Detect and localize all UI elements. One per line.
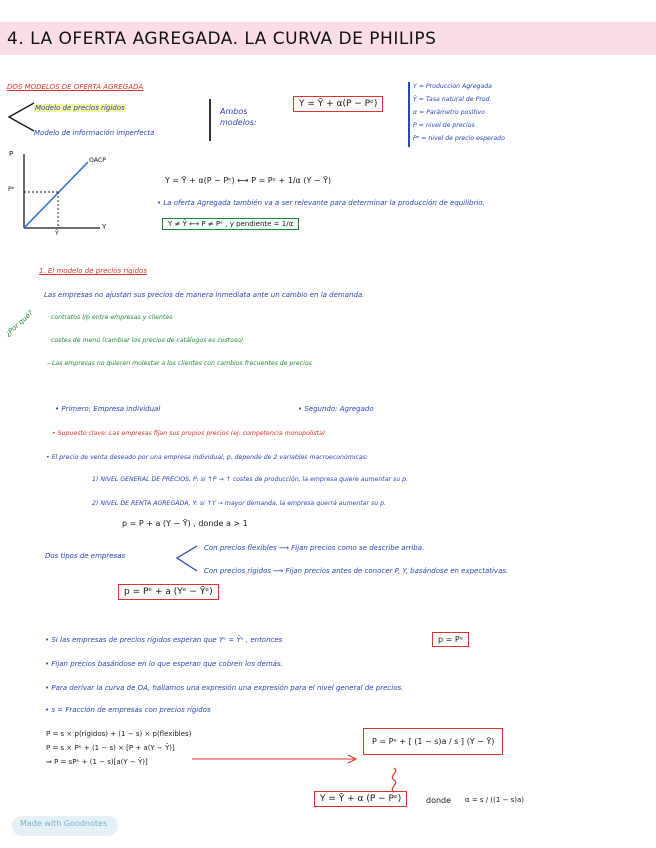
bracket-icon xyxy=(174,544,200,574)
graph-pe-tick: Pᵉ xyxy=(8,186,15,193)
bracket-icon xyxy=(6,100,36,134)
eq-equivalence: Y = Ȳ + α(P − Pᵉ) ⟷ P = Pᵉ + 1/α (Y − Ȳ) xyxy=(165,176,332,185)
flexible-line: Con precios flexibles ⟿ Fijan precios como se describe arriba. xyxy=(204,544,425,552)
page-title: 4. LA OFERTA AGREGADA. LA CURVA DE PHILIPS xyxy=(7,29,437,49)
modelo-item-1-label: Modelo de precios rígidos xyxy=(35,104,125,112)
legend-item: Y = Producción Agregada xyxy=(413,83,492,90)
derivation-line: P = s × Pᵉ + (1 − s) × [P + a(Y − Ȳ)] xyxy=(46,744,175,752)
modelo-item-2-label: Modelo de información imperfecta xyxy=(34,129,155,137)
ambos-label: Ambos xyxy=(220,107,248,116)
legend-item: Pᵉ = nivel de precio esperado xyxy=(413,135,505,142)
legend-item: P = nivel de precios xyxy=(413,122,475,129)
oa-note: • La oferta Agregada también va a ser relevante para determinar la producción de equilibrio. xyxy=(157,199,485,207)
derivation-line: ⇒ P = sPᵉ + (1 − s)[a(Y − Ȳ)] xyxy=(46,758,148,766)
porque-bullet: · costes de menú (cambiar los precios de catálogos es costoso) xyxy=(47,337,244,344)
modelo-item-1 xyxy=(34,104,126,112)
alpha-definition: α = s / ((1 − s)a) xyxy=(465,796,525,804)
legend-item: Ȳ = Tasa natural de Prod. xyxy=(413,96,492,103)
graph-x-axis-label: Y xyxy=(102,223,107,231)
graph-y-axis-label: P xyxy=(9,150,14,158)
graph-curve-label: OACP xyxy=(89,157,106,164)
modelos-header: DOS MODELOS DE OFERTA AGREGADA xyxy=(7,83,144,91)
section1-heading: 1. El modelo de precios rígidos xyxy=(39,267,147,275)
result-box: P = Pᵉ + [ (1 − s)a / s ] (Y − Ȳ) xyxy=(363,728,503,755)
modelos-label: modelos: xyxy=(220,118,257,127)
modelo-item-2 xyxy=(34,129,154,137)
bullet-s: • s = Fracción de empresas con precios rígidos xyxy=(45,706,211,714)
variable-2: 2) NIVEL DE RENTA AGREGADA, Y: si ↑Y → mayor demanda, la empresa querrá aumentar su p. xyxy=(92,500,386,507)
squiggle-icon xyxy=(386,767,402,793)
bullet-derivar: • Para derivar la curva de OA, hallamos una expresión una expresión para el nivel general de precios. xyxy=(45,684,404,692)
oa-equation-box: Y = Ȳ + α(P − Pᵉ) xyxy=(293,96,383,112)
rigid-equation-box: p = Pᵉ + a (Yᵉ − Ȳᵉ) xyxy=(118,584,219,600)
porque-label: ¿Por qué? xyxy=(4,309,35,338)
arrow-icon xyxy=(190,752,362,766)
goodnotes-text: Made with Goodnotes xyxy=(20,819,108,828)
bullet-expect: • Si las empresas de precios rígidos esperan que Yᵉ = Ȳᵉ , entonces xyxy=(45,636,283,644)
porque-bullet: · contratos l/p entre empresas y clientes xyxy=(47,314,173,321)
porque-bullet: – Las empresas no quieren molestar a los clientes con cambios frecuentes de precios xyxy=(47,360,312,367)
divider xyxy=(209,99,211,141)
legend-item: α = Parámetro positivo xyxy=(413,109,485,116)
green-box: Y ≠ Ȳ ⟷ P ≠ Pᵉ , y pendiente = 1/α xyxy=(162,218,299,230)
legend-bar xyxy=(408,82,410,147)
rigid-line: Con precios rígidos ⟿ Fijan precios antes de conocer P, Y, basándose en expectativas. xyxy=(204,567,509,575)
variable-1: 1) NIVEL GENERAL DE PRECIOS, P: si ↑P → ↑ costes de producción, la empresa quiere aumentar su p. xyxy=(92,476,409,483)
section1-intro: Las empresas no ajustan sus precios de manera inmediata ante un cambio en la demanda. xyxy=(44,291,365,299)
p-equals-pe-box: p = Pᵉ xyxy=(432,632,469,647)
supuesto-label: • Supuesto clave: Las empresas fijan sus propios precios (ej: competencia monopolista) xyxy=(52,430,326,437)
graph-ybar-tick: Ȳ xyxy=(55,230,59,237)
final-equation-box: Y = Ȳ + α (P − Pᵉ) xyxy=(314,791,407,807)
donde-label: donde xyxy=(426,796,452,805)
derivation-line: P = s × p(rígidos) + (1 − s) × p(flexibles) xyxy=(46,730,192,738)
dos-tipos-label: Dos tipos de empresas xyxy=(45,552,126,560)
p-equation: p = P + a (Y − Ȳ) , donde a > 1 xyxy=(122,519,248,528)
precio-venta-label: • El precio de venta deseado por una empresa individual, p, depende de 2 variables macroeconómicas: xyxy=(46,454,368,461)
primero-label: • Primero: Empresa individual xyxy=(55,405,161,413)
segundo-label: • Segundo: Agregado xyxy=(298,405,374,413)
bullet-fijan: • Fijan precios basándose en lo que esperan que cobren los demás. xyxy=(45,660,283,668)
